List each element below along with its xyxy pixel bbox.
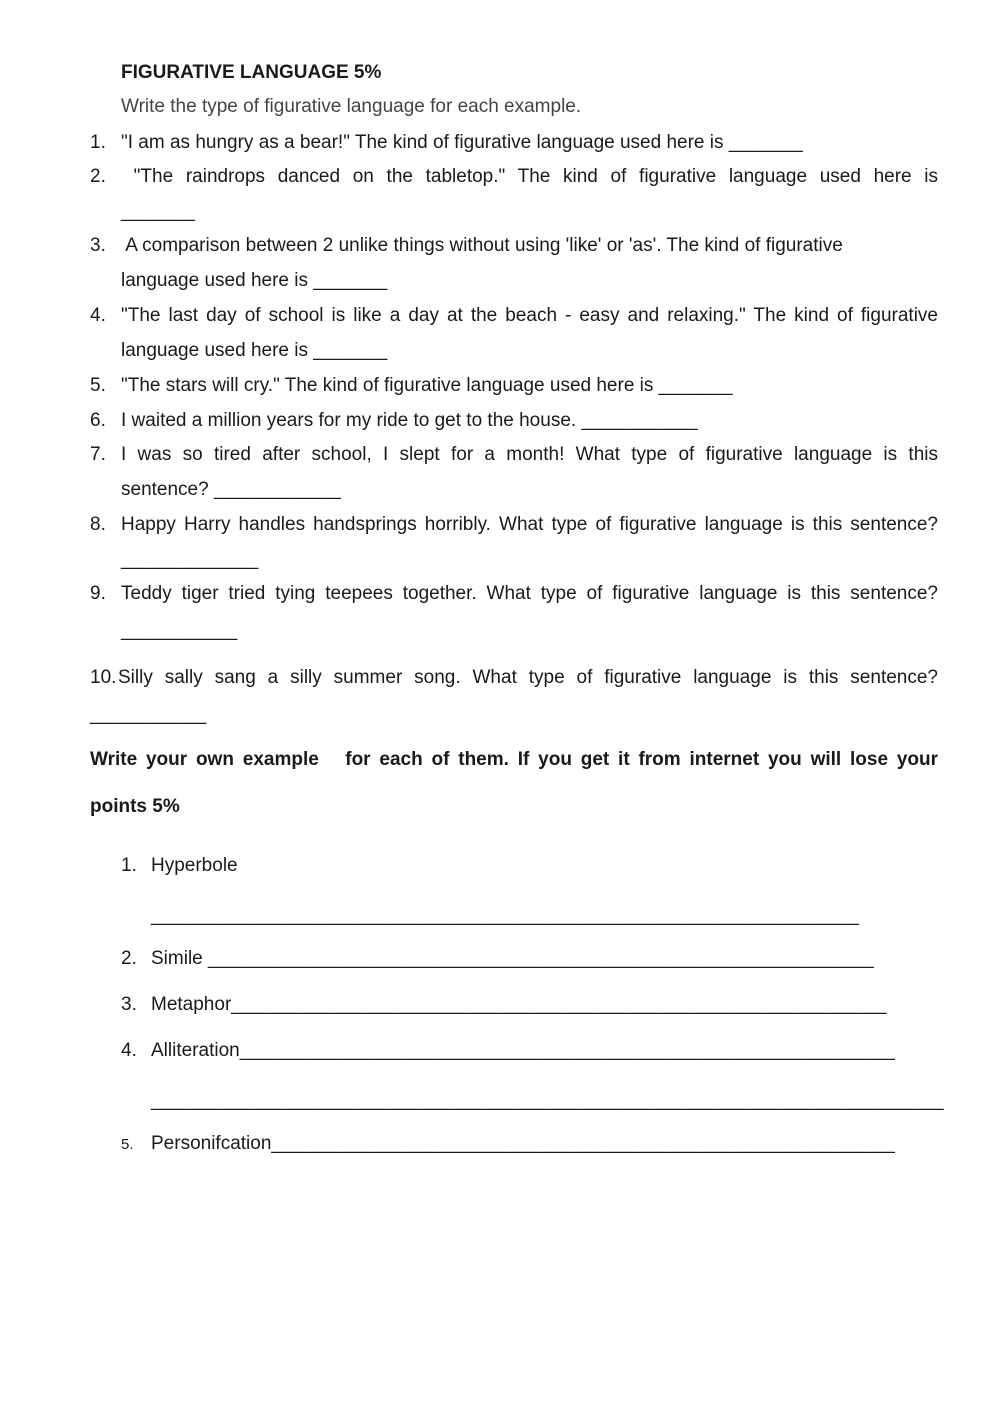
section2-instruction: Write your own example for each of them. If you get it from internet you will lose your — [90, 749, 938, 770]
question-text-cont: language used here is _______ — [121, 340, 388, 361]
example-number: 4. — [121, 1040, 137, 1061]
answer-blank: _____________ — [121, 549, 259, 570]
question-text: I was so tired after school, I slept for a month! What type of figurative language is this — [121, 444, 938, 465]
example-answer-line[interactable]: ___________________________________________________________________ — [151, 905, 859, 926]
question-number: 3. — [90, 235, 106, 256]
worksheet-title: FIGURATIVE LANGUAGE 5% — [121, 62, 382, 83]
example-number: 2. — [121, 948, 137, 969]
example-label: Alliteration______________________________________________________________ — [151, 1040, 895, 1061]
question-number: 2. — [90, 166, 106, 187]
section2-instruction-cont: points 5% — [90, 796, 180, 817]
question-number: 10. — [90, 667, 117, 688]
example-number: 5. — [121, 1136, 134, 1153]
example-answer-line-2[interactable]: ___________________________________________________________________________ — [151, 1090, 944, 1111]
answer-blank: ___________ — [121, 620, 238, 641]
example-number: 3. — [121, 994, 137, 1015]
question-text: "The stars will cry." The kind of figurative language used here is _______ — [121, 375, 733, 396]
question-text: Happy Harry handles handsprings horribly. What type of figurative language is this sentence? — [121, 514, 938, 535]
question-text: Teddy tiger tried tying teepees together. What type of figurative language is this sentence? — [121, 583, 938, 604]
example-answer-line[interactable]: ______________________________________________________________ — [231, 994, 887, 1015]
question-text-cont: language used here is _______ — [121, 270, 388, 291]
example-answer-line[interactable]: _______________________________________________________________ — [202, 948, 874, 969]
question-number: 6. — [90, 410, 106, 431]
question-number: 7. — [90, 444, 106, 465]
answer-blank: _______ — [121, 201, 195, 222]
question-text: "The raindrops danced on the tabletop." The kind of figurative language used here is — [121, 166, 938, 187]
example-label: Simile _______________________________________________________________ — [151, 948, 874, 969]
question-text: Silly sally sang a silly summer song. What type of figurative language is this sentence? — [118, 667, 938, 688]
answer-blank: ___________ — [90, 704, 207, 725]
question-text-cont: sentence? ____________ — [121, 479, 341, 500]
example-label: Hyperbole — [151, 855, 238, 876]
question-text: "The last day of school is like a day at the beach - easy and relaxing." The kind of figurative — [121, 305, 938, 326]
question-text: I waited a million years for my ride to get to the house. ___________ — [121, 410, 698, 431]
question-number: 9. — [90, 583, 106, 604]
question-number: 8. — [90, 514, 106, 535]
question-text: "I am as hungry as a bear!" The kind of figurative language used here is _______ — [121, 132, 803, 153]
question-text: A comparison between 2 unlike things without using 'like' or 'as'. The kind of figurative — [121, 235, 843, 256]
example-label: Personifcation___________________________________________________________ — [151, 1133, 895, 1154]
question-number: 4. — [90, 305, 106, 326]
example-number: 1. — [121, 855, 137, 876]
example-answer-line[interactable]: ______________________________________________________________ — [239, 1040, 895, 1061]
example-label: Metaphor______________________________________________________________ — [151, 994, 887, 1015]
example-answer-line[interactable]: ___________________________________________________________ — [271, 1133, 895, 1154]
question-number: 1. — [90, 132, 106, 153]
question-number: 5. — [90, 375, 106, 396]
instruction-text: Write the type of figurative language for each example. — [121, 96, 582, 117]
